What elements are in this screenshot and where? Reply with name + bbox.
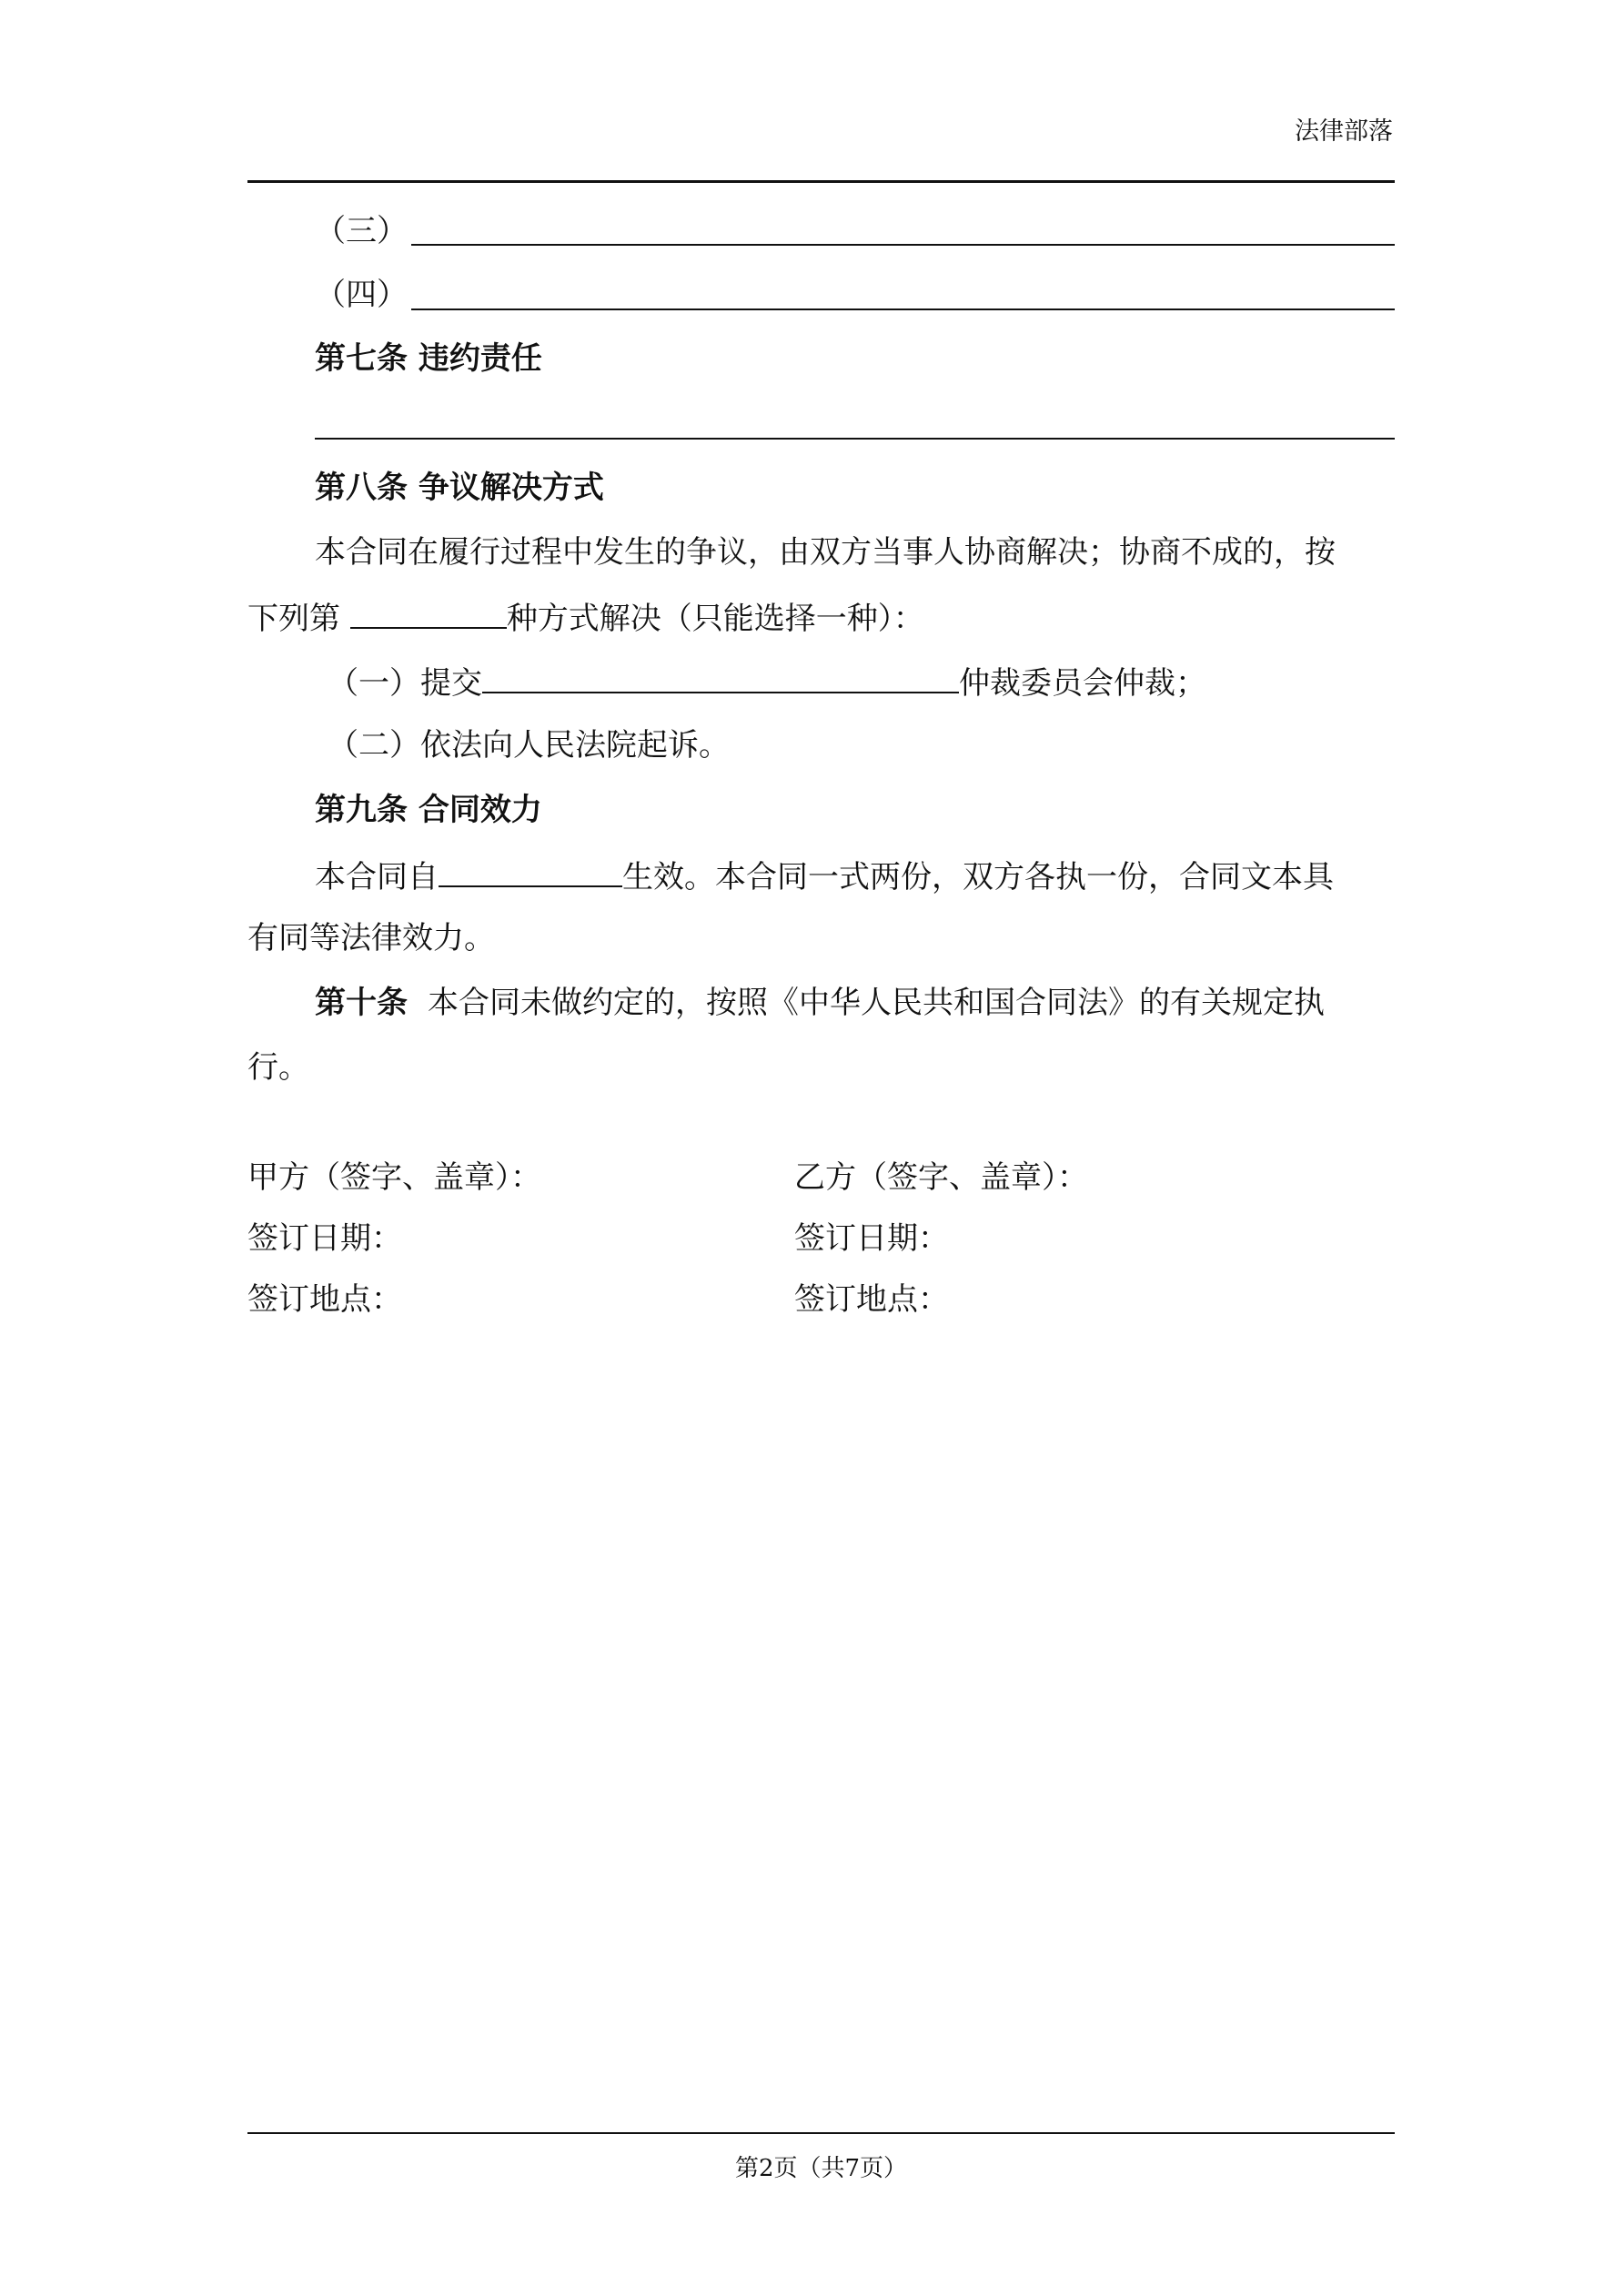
- arbitration-commission-blank: [482, 661, 959, 693]
- article-8-para-line1: 本合同在履行过程中发生的争议，由双方当事人协商解决；协商不成的，按: [315, 534, 1336, 571]
- article-10-text-line1: 本合同未做约定的，按照《中华人民共和国合同法》的有关规定执: [428, 985, 1325, 1021]
- footer-divider: [247, 2132, 1395, 2134]
- party-a-date: 签订日期：: [247, 1220, 402, 1257]
- effective-date-blank: [439, 855, 622, 887]
- article-9-para-line1-before: 本合同自: [315, 859, 439, 895]
- article-9-title: 第九条 合同效力: [315, 792, 542, 828]
- party-a-signature: 甲方（签字、盖章）：: [247, 1159, 541, 1196]
- article-7-blank: [315, 438, 1395, 440]
- page-number: 第2页（共7页）: [734, 2155, 908, 2182]
- party-a-place: 签订地点：: [247, 1281, 402, 1318]
- article-10-line1: [247, 983, 1395, 1023]
- item-4-label: （四）: [315, 277, 408, 313]
- option-1-before: （一）提交: [328, 665, 482, 702]
- article-8-option-1: [247, 661, 1395, 703]
- option-1-after: 仲裁委员会仲裁；: [959, 665, 1206, 702]
- article-10-text-line2: 行。: [247, 1049, 309, 1086]
- article-9-para-line1: [247, 855, 1395, 897]
- article-9-para-line2: 有同等法律效力。: [247, 920, 495, 956]
- party-b-signature: 乙方（签字、盖章）：: [794, 1159, 1088, 1196]
- article-8-title: 第八条 争议解决方式: [315, 470, 604, 506]
- article-8-para-line2-before: 下列第: [247, 601, 350, 637]
- article-8-para-line2: [247, 596, 1395, 639]
- article-9-para-line1-after: 生效。本合同一式两份，双方各执一份，合同文本具: [622, 859, 1334, 895]
- party-b-place: 签订地点：: [794, 1281, 949, 1318]
- article-10-title: 第十条: [315, 985, 408, 1021]
- header-divider: [247, 180, 1395, 183]
- article-7-title: 第七条 违约责任: [315, 340, 542, 377]
- article-8-para-line2-after: 种方式解决（只能选择一种）：: [506, 601, 924, 637]
- method-number-blank: [350, 596, 507, 629]
- header-title: 法律部落: [1295, 117, 1393, 146]
- item-3-label: （三）: [315, 213, 408, 249]
- item-4-blank: [411, 308, 1395, 310]
- item-3-blank: [411, 244, 1395, 246]
- article-8-option-2: （二）依法向人民法院起诉。: [328, 727, 730, 764]
- party-b-date: 签订日期：: [794, 1220, 949, 1257]
